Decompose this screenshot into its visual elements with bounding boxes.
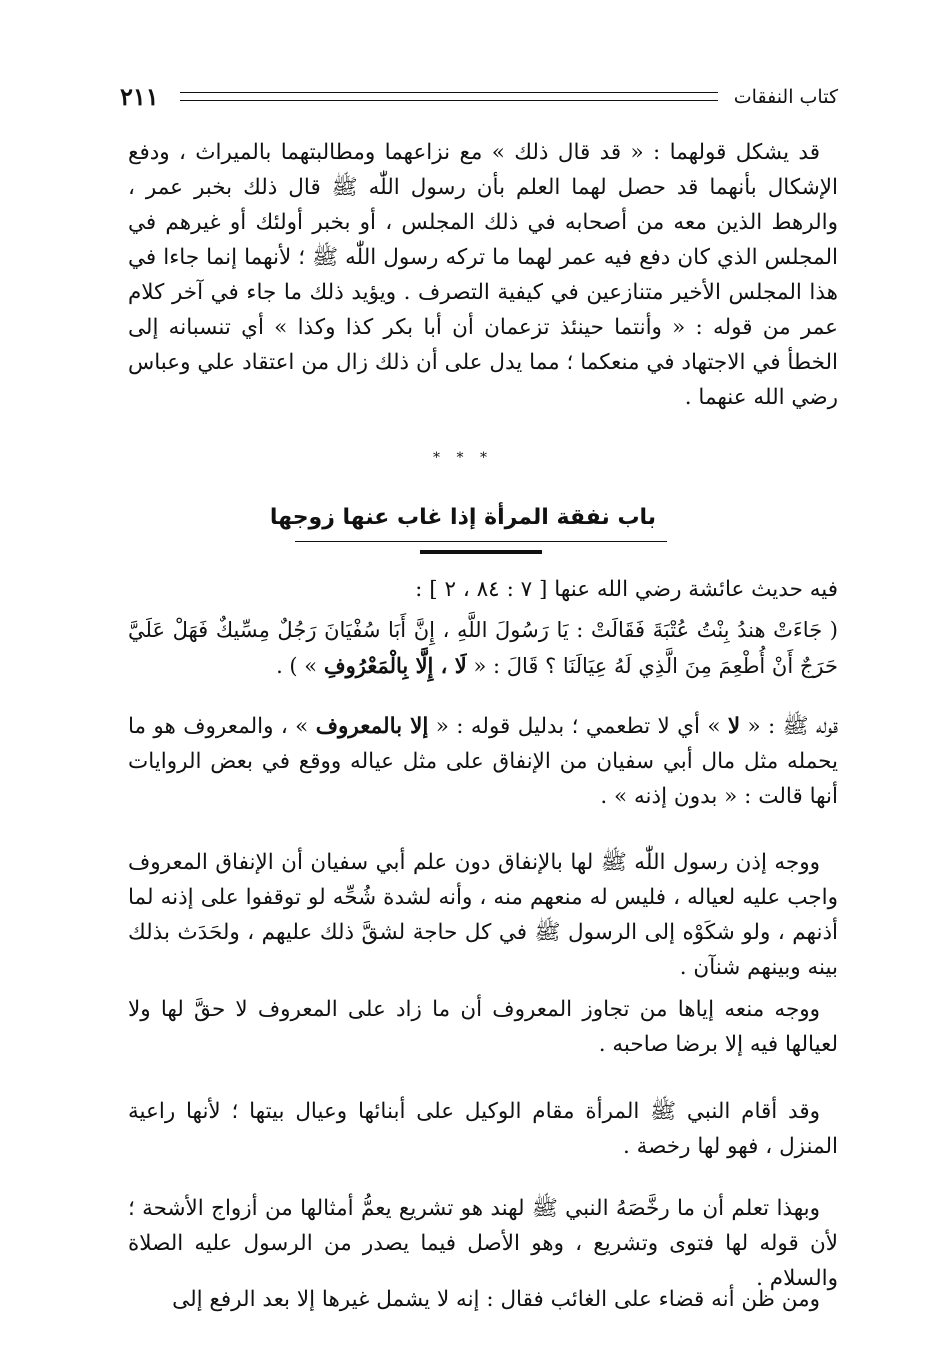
paragraph-text: ومن ظن أنه قضاء على الغائب فقال : إنه لا يشمل غيرها إلا بعد الرفع إلى <box>172 1287 820 1312</box>
paragraph-text: ووجه منعه إياها من تجاوز المعروف أن ما زاد على المعروف لا حقَّ لها ولا لعيالها فيه إلا برضا صاحبه . <box>128 997 838 1057</box>
commentary-paragraph-6 <box>128 1282 838 1317</box>
paragraph-text: وقد أقام النبي ﷺ المرأة مقام الوكيل على أبنائها وعيال بيتها ؛ لأنها راعية المنزل ، فهو لها رخصة . <box>128 1099 838 1159</box>
paragraph-inheritance-discussion <box>128 135 838 415</box>
section-separator: * * * <box>433 450 493 466</box>
commentary-paragraph-3 <box>128 992 838 1062</box>
page-header <box>120 82 838 114</box>
commentary-mid: » أي لا تطعمي ؛ بدليل قوله : « <box>435 714 721 739</box>
running-title: كتاب النفقات <box>733 86 838 108</box>
paragraph-text: ووجه إذن رسول اللّٰه ﷺ لها بالإنفاق دون علم أبي سفيان أن الإنفاق المعروف واجب عليه لعياله ، فليس له منعهم منه ، وأنه لشدة شُحِّه لو توقفوا على إذنه لما أذنهم ، ولو شكَوْه إلى الرسول ﷺ في كل حاجة لشقَّ ذلك عليهم ، ولحَدَث بذلك بينه وبينهم شنآن . <box>128 850 838 980</box>
heading-underline-thin <box>295 541 667 542</box>
chapter-heading: باب نفقة المرأة إذا غاب عنها زوجها <box>269 505 657 530</box>
header-double-rule <box>180 92 718 101</box>
commentary-paragraph-1 <box>128 709 838 814</box>
commentary-paragraph-2 <box>128 845 838 985</box>
commentary-paragraph-4 <box>128 1094 838 1164</box>
hadith-intro: فيه حديث عائشة رضي الله عنها [ ٧ : ٨٤ ، ٢ ] : <box>415 577 838 602</box>
hadith-text-part2: » ) . <box>276 654 318 678</box>
page-number: ٢١١ <box>120 82 159 111</box>
commentary-tail: » ، والمعروف هو ما يحمله مثل مال أبي سفيان من الإنفاق على مثل عياله ووقع في بعض الروايات أنها قالت : « بدون إذنه » . <box>128 714 838 809</box>
commentary-bold-la: لا <box>727 714 741 739</box>
hadith-answer: لَا ، إِلَّا بِالْمَعْرُوفِ <box>323 653 467 678</box>
heading-underline-thick <box>420 550 542 554</box>
hadith-text-part1: ( جَاءَتْ هندُ بِنْتُ عُتْبَةَ فَقَالَتْ : يَا رَسُولَ اللَّهِ ، إِنَّ أَبَا سُفْيَانَ رَجُلٌ مِسِّيكٌ فَهَلْ عَلَيَّ حَرَجٌ أَنْ أُطْعِمَ مِنَ الَّذِي لَهُ عِيَالَنَا ؟ قَالَ : « <box>128 618 838 678</box>
commentary-bold-maruf: إلا بالمعروف <box>315 714 429 739</box>
paragraph-text: قد يشكل قولهما : « قد قال ذلك » مع نزاعهما ومطالبتهما بالميراث ، ودفع الإشكال بأنهما قد حصل لهما العلم بأن رسول اللّٰه ﷺ قال ذلك بخبر عمر ، والرهط الذين معه من أصحابه في ذلك المجلس ، أو بخبر أولئك أو غيرهم في المجلس الذي كان دفع فيه عمر لهما ما تركه رسول اللّٰه ﷺ ؛ لأنهما إنما جاءا في هذا المجلس الأخير متنازعين في كيفية التصرف . ويؤيد ذلك ما جاء في آخر كلام عمر من قوله : « وأنتما حينئذ تزعمان أن أبا بكر كذا وكذا » أي تنسبانه إلى الخطأ في الاجتهاد في منعكما ؛ مما يدل على أن ذلك زال من اعتقاد علي وعباس رضي الله عنهما . <box>128 140 838 410</box>
commentary-paragraph-5 <box>128 1191 838 1296</box>
commentary-lead: قوله ﷺ : « <box>747 714 838 739</box>
paragraph-text: وبهذا تعلم أن ما رخَّصَهُ النبي ﷺ لهند هو تشريع يعمُّ أمثالها من أزواج الأشحة ؛ لأن قوله لها فتوى وتشريع ، وهو الأصل فيما يصدر من الرسول عليه الصلاة والسلام . <box>128 1196 838 1291</box>
hadith-text <box>128 613 838 684</box>
